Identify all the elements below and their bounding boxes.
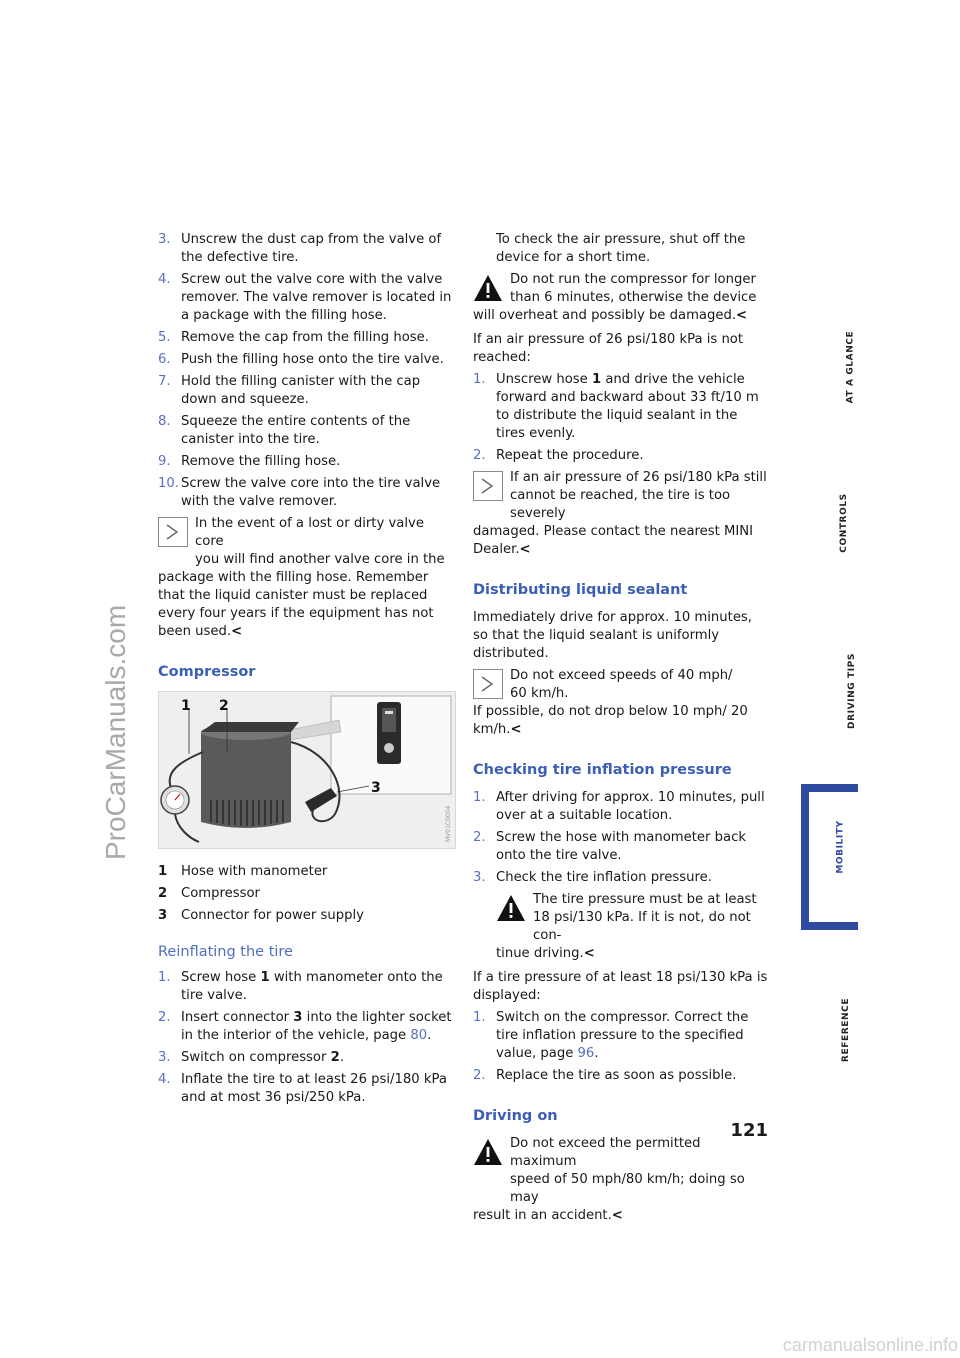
warning-note-pressure: The tire pressure must be at least 18 psi/130 kPa. If it is not, do not con- tinue driving.< <box>496 892 757 961</box>
reinflate-steps-list <box>158 969 454 1107</box>
list-item: 2. Insert connector 3 into the lighter socket in the interior of the vehicle, page 80. <box>158 1010 452 1043</box>
right-column <box>473 231 769 1231</box>
list-item: 1. Switch on the compressor. Correct the tire inflation pressure to the specified value, page 96. <box>473 1010 749 1061</box>
displayed-text: If a tire pressure of at least 18 psi/130 kPa is displayed: <box>473 970 768 1003</box>
list-item: 4. Screw out the valve core with the valve remover. The valve remover is located in a package with the filling hose. <box>158 272 452 323</box>
checking-steps-list <box>473 789 769 887</box>
list-item: 3. Switch on compressor 2. <box>158 1050 345 1065</box>
list-item: 1. After driving for approx. 10 minutes, pull over at a suitable location. <box>473 790 765 823</box>
distributing-text: Immediately drive for approx. 10 minutes, so that the liquid sealant is uniformly distributed. <box>473 610 752 661</box>
list-item: 1. Screw hose 1 with manometer onto the tire valve. <box>158 970 443 1003</box>
tip-arrow-icon <box>473 669 503 699</box>
figure-label-3: 3 <box>371 780 381 796</box>
list-item: 9. Remove the filling hose. <box>158 454 341 469</box>
page-number: 121 <box>730 1120 768 1141</box>
list-item: 2. Repeat the procedure. <box>473 448 644 463</box>
tip-note-valve-core: In the event of a lost or dirty valve core you will find another valve core in the package with the filling hose. Remember that the liquid canister must be replaced every four years if the equipment has not been used.< <box>158 516 445 639</box>
compressor-steps-list <box>473 1009 769 1085</box>
list-item: 6. Push the filling hose onto the tire valve. <box>158 352 444 367</box>
tip-note-dealer: If an air pressure of 26 psi/180 kPa still cannot be reached, the tire is too severely damaged. Please contact the nearest MINI Dealer.< <box>473 470 767 557</box>
side-tab-mobility[interactable]: MOBILITY <box>835 820 846 874</box>
side-tab-at-a-glance[interactable]: AT A GLANCE <box>845 330 856 404</box>
repeat-steps-list <box>473 371 769 465</box>
list-item: 8. Squeeze the entire contents of the canister into the tire. <box>158 414 411 447</box>
check-pressure-text: To check the air pressure, shut off the device for a short time. <box>496 232 746 265</box>
list-item: 10. Screw the valve core into the tire valve with the valve remover. <box>158 476 441 509</box>
figure-label-1: 1 <box>181 698 191 714</box>
tip-arrow-icon <box>473 471 503 501</box>
list-item: 2. Replace the tire as soon as possible. <box>473 1068 737 1083</box>
list-item: 5. Remove the cap from the filling hose. <box>158 330 429 345</box>
warning-triangle-icon <box>473 273 503 303</box>
list-item: 1. Unscrew hose 1 and drive the vehicle forward and backward about 33 ft/10 m to distribute the liquid sealant in the tires evenly. <box>473 372 759 441</box>
warning-triangle-icon <box>496 893 526 923</box>
tip-arrow-icon <box>158 517 188 547</box>
figure-code: MV01C0004 <box>445 805 452 842</box>
side-tab-reference[interactable]: REFERENCE <box>841 997 852 1063</box>
driving-on-heading: Driving on <box>473 1108 558 1124</box>
list-item: 4. Inflate the tire to at least 26 psi/180 kPa and at most 36 psi/250 kPa. <box>158 1072 447 1105</box>
legend-row: 3 Connector for power supply <box>158 908 364 923</box>
figure-legend <box>158 863 454 925</box>
side-tab-controls[interactable]: CONTROLS <box>838 493 849 553</box>
compressor-illustration <box>159 692 455 848</box>
list-item: 3. Unscrew the dust cap from the valve of the defective tire. <box>158 232 442 265</box>
list-item: 3. Check the tire inflation pressure. <box>473 870 712 885</box>
figure-label-2: 2 <box>219 698 229 714</box>
compressor-figure <box>158 691 456 849</box>
page-link-80[interactable]: 80 <box>410 1028 428 1043</box>
legend-row: 1 Hose with manometer <box>158 864 328 879</box>
legend-row: 2 Compressor <box>158 886 260 901</box>
list-item: 2. Screw the hose with manometer back onto the tire valve. <box>473 830 747 863</box>
warning-note-compressor: Do not run the compressor for longer than 6 minutes, otherwise the device will overheat and possibly be damaged.< <box>473 272 757 323</box>
compressor-heading: Compressor <box>158 664 256 680</box>
not-reached-text: If an air pressure of 26 psi/180 kPa is not reached: <box>473 332 744 365</box>
checking-heading: Checking tire inflation pressure <box>473 762 732 778</box>
side-tab-driving-tips[interactable]: DRIVING TIPS <box>846 653 857 729</box>
valve-steps-list <box>158 231 454 511</box>
footer-watermark: carmanualsonline.info <box>782 1335 958 1355</box>
distributing-heading: Distributing liquid sealant <box>473 582 688 598</box>
warning-triangle-icon <box>473 1137 503 1167</box>
page-link-96[interactable]: 96 <box>577 1046 595 1061</box>
left-column <box>158 231 454 1111</box>
tip-note-speed: Do not exceed speeds of 40 mph/ 60 km/h. If possible, do not drop below 10 mph/ 20 km/h.< <box>473 668 748 737</box>
warning-note-driving-on: Do not exceed the permitted maximum speed of 50 mph/80 km/h; doing so may result in an accident.< <box>473 1136 745 1223</box>
site-watermark: ProCarManuals.com <box>100 604 131 860</box>
reinflating-heading: Reinflating the tire <box>158 944 293 960</box>
list-item: 7. Hold the filling canister with the cap down and squeeze. <box>158 374 421 407</box>
